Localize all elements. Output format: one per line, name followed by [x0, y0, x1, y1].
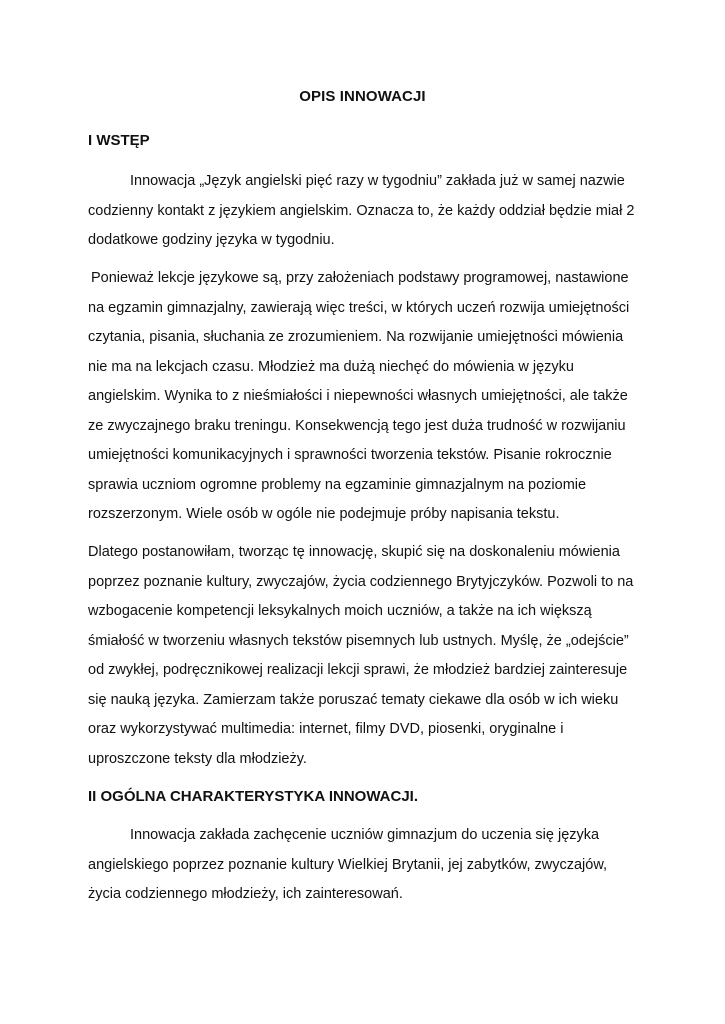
paragraph-innovation-goals — [88, 821, 648, 910]
paragraph-line: poprzez poznanie kultury, zwyczajów, życia codziennego Brytyjczyków. Pozwoli to na — [88, 573, 634, 590]
section-heading-introduction: I WSTĘP — [88, 132, 150, 149]
paragraph-language-lessons — [88, 264, 648, 530]
paragraph-line: się nauką języka. Zamierzam także poruszać tematy ciekawe dla osób w ich wieku — [88, 691, 619, 708]
paragraph-line: umiejętności komunikacyjnych i sprawności tworzenia tekstów. Pisanie rokrocznie — [88, 447, 612, 463]
paragraph-line: nie ma na lekcjach czasu. Młodzież ma dużą niechęć do mówienia w języku — [88, 358, 574, 375]
document-title: OPIS INNOWACJI — [299, 88, 426, 105]
paragraph-line: Dlatego postanowiłam, tworząc tę innowację, skupić się na doskonaleniu mówienia — [88, 544, 620, 560]
paragraph-line: uproszczone teksty dla młodzieży. — [88, 750, 307, 767]
paragraph-line: na egzamin gimnazjalny, zawierają więc treści, w których uczeń rozwija umiejętności — [88, 299, 630, 316]
paragraph-line: Innowacja „Język angielski pięć razy w tygodniu” zakłada już w samej nazwie — [130, 173, 625, 189]
paragraph-line: codzienny kontakt z językiem angielskim. Oznacza to, że każdy oddział będzie miał 2 — [88, 202, 635, 219]
paragraph-line: oraz wykorzystywać multimedia: internet, filmy DVD, piosenki, oryginalne i — [88, 721, 564, 737]
paragraph-line: życia codziennego młodzieży, ich zainteresowań. — [88, 886, 403, 902]
paragraph-line: czytania, pisania, słuchania ze zrozumieniem. Na rozwijanie umiejętności mówienia — [88, 329, 624, 345]
paragraph-line: sprawia uczniom ogromne problemy na egzaminie gimnazjalnym na poziomie — [88, 476, 587, 493]
paragraph-line: angielskiego poprzez poznanie kultury Wielkiej Brytanii, jej zabytków, zwyczajów, — [88, 856, 608, 873]
paragraph-line: śmiałość w tworzeniu własnych tekstów pisemnych lub ustnych. Myślę, że „odejście” — [88, 632, 629, 649]
paragraph-line: od zwykłej, podręcznikowej realizacji lekcji sprawi, że młodzież bardziej zainteresuje — [88, 662, 628, 678]
paragraph-line: dodatkowe godziny języka w tygodniu. — [88, 232, 335, 248]
section-heading-characteristics: II OGÓLNA CHARAKTERYSTYKA INNOWACJI. — [88, 788, 419, 805]
paragraph-line: Innowacja zakłada zachęcenie uczniów gimnazjum do uczenia się języka — [130, 827, 600, 843]
paragraph-line: wzbogacenie kompetencji leksykalnych moich uczniów, a także na ich większą — [88, 603, 592, 619]
paragraph-decision — [88, 538, 648, 774]
paragraph-line: ze zwyczajnego braku treningu. Konsekwencją tego jest duża trudność w rozwijaniu — [88, 417, 626, 434]
paragraph-line: rozszerzonym. Wiele osób w ogóle nie podejmuje próby napisania tekstu. — [88, 506, 560, 522]
paragraph-line: Ponieważ lekcje językowe są, przy założeniach podstawy programowej, nastawione — [91, 270, 629, 286]
paragraph-line: angielskim. Wynika to z nieśmiałości i niepewności własnych umiejętności, ale także — [88, 388, 628, 404]
paragraph-innovation-intro — [88, 167, 648, 256]
